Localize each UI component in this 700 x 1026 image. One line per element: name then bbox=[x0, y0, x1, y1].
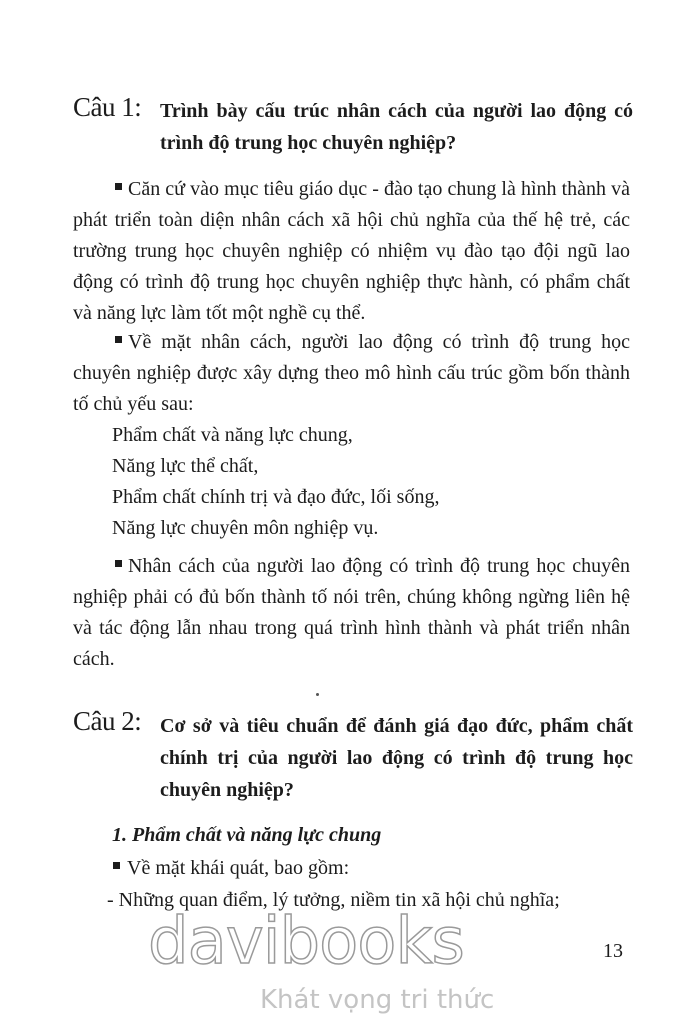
question-2-label: Câu 2: bbox=[73, 706, 142, 736]
question-1-label: Câu 1: bbox=[73, 92, 142, 122]
question-1 bbox=[73, 92, 633, 162]
paragraph-3 bbox=[73, 551, 630, 675]
square-bullet-icon bbox=[115, 183, 122, 190]
print-speck bbox=[316, 693, 319, 696]
watermark-brand: davibooks bbox=[148, 905, 464, 979]
component-item: Phẩm chất chính trị và đạo đức, lối sống, bbox=[112, 486, 440, 508]
square-bullet-icon bbox=[115, 560, 122, 567]
paragraph-2-text: Về mặt nhân cách, người lao động có trình độ trung học chuyên nghiệp được xây dựng theo mô hình cấu trúc gồm bốn thành tố chủ yếu sau: bbox=[73, 331, 630, 415]
square-bullet-icon bbox=[115, 336, 122, 343]
page-number: 13 bbox=[603, 940, 623, 962]
question-2-text: Cơ sở và tiêu chuẩn để đánh giá đạo đức, phẩm chất chính trị của người lao động có trình độ trung học chuyên nghiệp? bbox=[160, 715, 633, 801]
paragraph-1-text: Căn cứ vào mục tiêu giáo dục - đào tạo chung là hình thành và phát triển toàn diện nhân cách xã hội chủ nghĩa của thế hệ trẻ, các trường trung học chuyên nghiệp có nhiệm vụ đào tạo đội ngũ lao động có trình độ trung học chuyên nghiệp thực hành, có phẩm chất và năng lực làm tốt một nghề cụ thể. bbox=[73, 178, 630, 324]
section-bullet bbox=[107, 853, 349, 884]
section-heading: 1. Phẩm chất và năng lực chung bbox=[112, 824, 382, 846]
component-item: Phẩm chất và năng lực chung, bbox=[112, 424, 353, 446]
watermark-slogan: Khát vọng tri thức bbox=[260, 985, 495, 1015]
section-bullet-text: Về mặt khái quát, bao gồm: bbox=[127, 857, 350, 879]
paragraph-3-text: Nhân cách của người lao động có trình độ trung học chuyên nghiệp phải có đủ bốn thành tố nói trên, chúng không ngừng liên hệ và tác động lẫn nhau trong quá trình hình thành và phát triển nhân cách. bbox=[73, 555, 630, 670]
component-item: Năng lực thể chất, bbox=[112, 455, 259, 477]
component-item: Năng lực chuyên môn nghiệp vụ. bbox=[112, 517, 379, 539]
paragraph-2 bbox=[73, 327, 630, 420]
question-2 bbox=[73, 706, 633, 806]
section-dash-item: - Những quan điểm, lý tưởng, niềm tin xã hội chủ nghĩa; bbox=[107, 889, 560, 911]
question-1-text: Trình bày cấu trúc nhân cách của người lao động có trình độ trung học chuyên nghiệp? bbox=[160, 100, 633, 154]
square-bullet-icon bbox=[113, 862, 120, 869]
paragraph-1 bbox=[73, 174, 630, 329]
